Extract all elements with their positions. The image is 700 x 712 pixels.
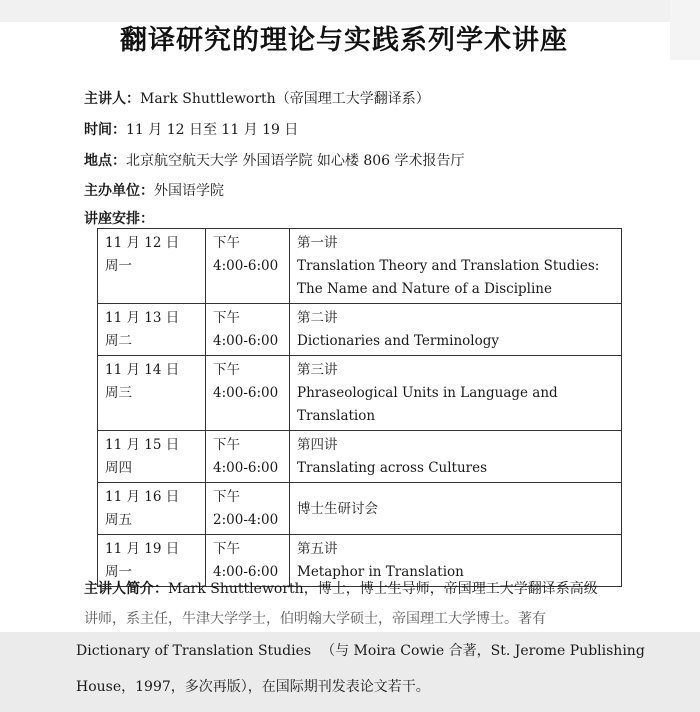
time-range-text: 4:00-6:00 bbox=[213, 460, 279, 476]
time-value: 11 月 12 日至 11 月 19 日 bbox=[126, 122, 299, 138]
topic-cell bbox=[290, 483, 622, 535]
topic-cell bbox=[290, 356, 622, 431]
page-title: 翻译研究的理论与实践系列学术讲座 bbox=[120, 25, 568, 56]
time-cell bbox=[206, 431, 290, 483]
bio-line-2 bbox=[84, 608, 546, 628]
date-text: 11 月 15 日 bbox=[105, 437, 180, 453]
lecture-topic: Phraseological Units in Language and Translation bbox=[297, 385, 558, 424]
lecture-topic: Translation Theory and Translation Studies: The Name and Nature of a Discipline bbox=[297, 258, 600, 297]
lecture-number: 第四讲 bbox=[297, 437, 338, 453]
bio-text-2: 讲师，系主任，牛津大学学士，伯明翰大学硕士，帝国理工大学博士。著有 bbox=[84, 611, 546, 627]
period-text: 下午 bbox=[213, 541, 240, 557]
date-text: 11 月 12 日 bbox=[105, 235, 180, 251]
place-line bbox=[84, 150, 465, 170]
topic-cell bbox=[290, 229, 622, 304]
weekday-text: 周五 bbox=[105, 512, 132, 528]
speaker-line bbox=[84, 88, 430, 108]
bio-line-4 bbox=[76, 676, 430, 696]
weekday-text: 周一 bbox=[105, 258, 132, 274]
date-cell bbox=[98, 431, 206, 483]
time-cell bbox=[206, 229, 290, 304]
book-title: Dictionary of Translation Studies bbox=[76, 643, 312, 659]
place-label: 地点： bbox=[84, 153, 126, 169]
date-cell bbox=[98, 304, 206, 356]
period-text: 下午 bbox=[213, 235, 240, 251]
lecture-number: 第二讲 bbox=[297, 310, 338, 326]
date-text: 11 月 16 日 bbox=[105, 489, 180, 505]
time-cell bbox=[206, 304, 290, 356]
schedule-label: 讲座安排： bbox=[84, 211, 154, 227]
schedule-heading bbox=[84, 208, 154, 228]
time-range-text: 4:00-6:00 bbox=[213, 333, 279, 349]
table-row bbox=[98, 356, 622, 431]
weekday-text: 周二 bbox=[105, 333, 132, 349]
schedule-table bbox=[97, 228, 622, 587]
speaker-value: Mark Shuttleworth（帝国理工大学翻译系） bbox=[140, 91, 430, 107]
bio-text-3: （与 Moira Cowie 合著，St. Jerome Publishing bbox=[321, 643, 645, 659]
date-cell bbox=[98, 229, 206, 304]
date-text: 11 月 19 日 bbox=[105, 541, 180, 557]
host-line bbox=[84, 180, 224, 200]
bio-line-3 bbox=[76, 640, 645, 660]
period-text: 下午 bbox=[213, 489, 240, 505]
lecture-topic: 博士生研讨会 bbox=[297, 500, 378, 517]
bio-text-4: House，1997，多次再版），在国际期刊发表论文若干。 bbox=[76, 679, 430, 695]
table-row bbox=[98, 229, 622, 304]
period-text: 下午 bbox=[213, 437, 240, 453]
table-row bbox=[98, 304, 622, 356]
table-row bbox=[98, 483, 622, 535]
speaker-label: 主讲人： bbox=[84, 91, 140, 107]
time-line bbox=[84, 119, 298, 139]
time-range-text: 4:00-6:00 bbox=[213, 564, 279, 580]
host-value: 外国语学院 bbox=[154, 183, 224, 199]
lecture-topic: Translating across Cultures bbox=[297, 460, 488, 476]
time-cell bbox=[206, 483, 290, 535]
time-range-text: 4:00-6:00 bbox=[213, 385, 279, 401]
lecture-number: 第三讲 bbox=[297, 362, 338, 378]
time-label: 时间： bbox=[84, 122, 126, 138]
lecture-topic: Metaphor in Translation bbox=[297, 564, 464, 580]
bio-line-1 bbox=[84, 578, 598, 598]
time-cell bbox=[206, 356, 290, 431]
date-text: 11 月 13 日 bbox=[105, 310, 180, 326]
bio-text-1: Mark Shuttleworth，博士，博士生导师，帝国理工大学翻译系高级 bbox=[168, 581, 598, 597]
table-row bbox=[98, 431, 622, 483]
period-text: 下午 bbox=[213, 362, 240, 378]
weekday-text: 周一 bbox=[105, 564, 132, 580]
host-label: 主办单位： bbox=[84, 183, 154, 199]
bio-label: 主讲人简介： bbox=[84, 581, 168, 597]
lecture-number: 第一讲 bbox=[297, 235, 338, 251]
topic-cell bbox=[290, 304, 622, 356]
topic-cell bbox=[290, 431, 622, 483]
period-text: 下午 bbox=[213, 310, 240, 326]
date-cell bbox=[98, 356, 206, 431]
weekday-text: 周四 bbox=[105, 460, 132, 476]
time-range-text: 4:00-6:00 bbox=[213, 258, 279, 274]
weekday-text: 周三 bbox=[105, 385, 132, 401]
date-text: 11 月 14 日 bbox=[105, 362, 180, 378]
place-value: 北京航空航天大学 外国语学院 如心楼 806 学术报告厅 bbox=[126, 153, 465, 169]
time-range-text: 2:00-4:00 bbox=[213, 512, 279, 528]
date-cell bbox=[98, 483, 206, 535]
lecture-number: 第五讲 bbox=[297, 541, 338, 557]
lecture-topic: Dictionaries and Terminology bbox=[297, 333, 500, 349]
